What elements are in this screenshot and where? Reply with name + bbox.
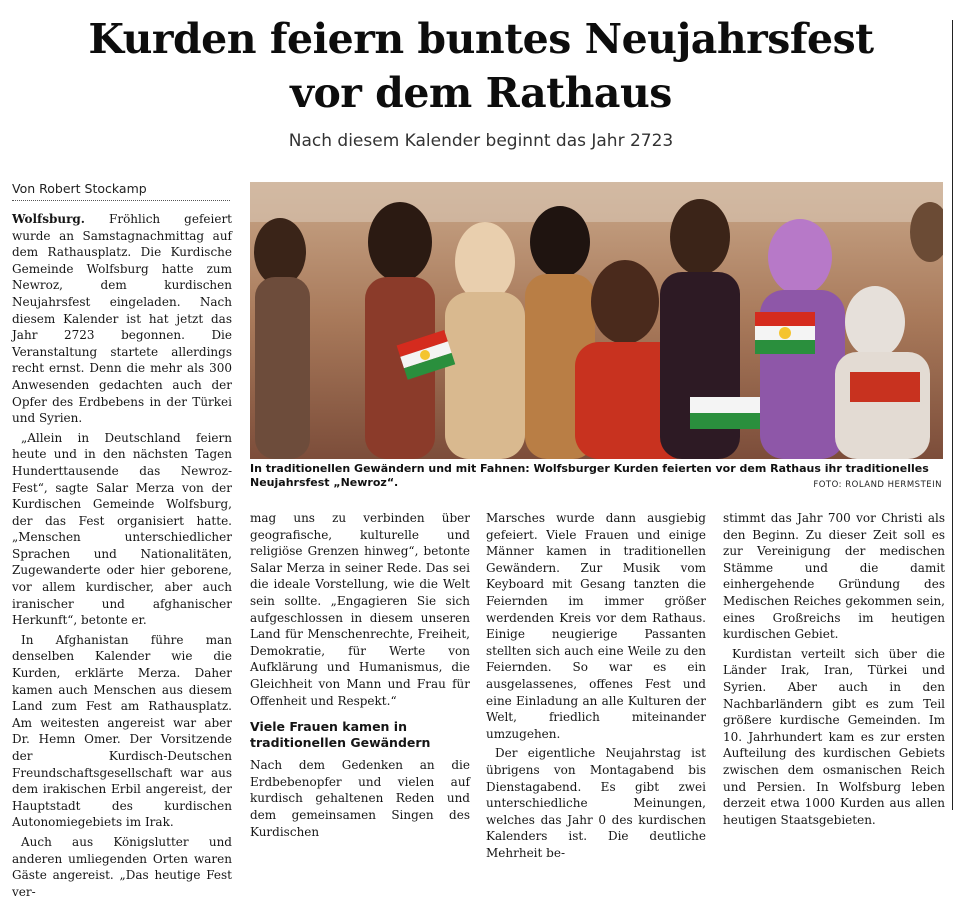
- paragraph: „Allein in Deutschland feiern heute und in den nächsten Tagen Hunderttausende das Newroz-Fest“, sagte Salar Merza von der Kurdischen Gemeinde Wolfsburg, der das Fest organisiert hatte. „Menschen unterschiedlicher Sprachen und Nationalitäten, Zugewanderte oder hier geborene, vor allem kurdischer, aber auch iranischer und afghanischer Herkunft“, betonte er.: [12, 430, 232, 628]
- flag-icon: [690, 397, 760, 429]
- headline-line-2: vor dem Rathaus: [290, 69, 672, 117]
- paragraph: Auch aus Königslutter und anderen umliegenden Orten waren Gäste angereist. „Das heutige Fest ver-: [12, 834, 232, 899]
- dateline: Wolfsburg.: [12, 212, 85, 226]
- headline: [0, 12, 962, 120]
- article-column-2: [250, 510, 470, 843]
- intertitle: Viele Frauen kamen in traditionellen Gewändern: [250, 719, 431, 751]
- paragraph: In Afghanistan führe man denselben Kalender wie die Kurden, erklärte Merza. Daher kamen auch Menschen aus diesem Land zum Fest am Rathausplatz. Am weitesten angereist war aber Dr. Hemn Omer. Der Vorsitzende der Kurdisch-Deutschen Freundschaftsgesellschaft war aus dem irakischen Erbil angereist, der Hauptstadt des kurdischen Autonomiegebiets im Irak.: [12, 632, 232, 830]
- article-column-1: [12, 211, 232, 903]
- article-photo: [250, 182, 943, 459]
- paragraph: mag uns zu verbinden über geografische, kulturelle und religiöse Grenzen hinweg“, betonte Salar Merza in seiner Rede. Das sei die ideale Vorstellung, wie die Welt sein sollte. „Engagieren Sie sich aufgeschlossen in diesem unseren Land für Menschenrechte, Freiheit, Demokratie, für Werte von Aufklärung und Humanismus, die Gleichheit von Mann und Frau für Offenheit und Respekt.“: [250, 511, 470, 708]
- paragraph: Der eigentliche Neujahrstag ist übrigens von Montagabend bis Dienstagabend. Es gibt zwei unterschiedliche Meinungen, welches das Jahr 0 des kurdischen Kalenders ist. Die deutliche Mehrheit be-: [486, 746, 706, 860]
- photo-credit: FOTO: ROLAND HERMSTEIN: [813, 480, 942, 490]
- paragraph: Marsches wurde dann ausgiebig gefeiert. Viele Frauen und einige Männer kamen in traditionellen Gewändern. Zur Musik vom Keyboard mit Gesang tanzten die Feiernden im immer größer werdenden Kreis vor dem Rathaus. Einige neugierige Passanten stellten sich auch eine Weile zu den Feiernden. So war es ein ausgelassenes, offenes Fest und eine Einladung an alle Kulturen der Welt, friedlich miteinander umzugehen.: [486, 511, 706, 741]
- article-column-3: [486, 510, 706, 864]
- lead-text: Fröhlich gefeiert wurde an Samstagnachmittag auf dem Rathausplatz. Die Kurdische Gemeinde Wolfsburg hatte zum Newroz, dem kurdischen Neujahrsfest eingeladen. Nach diesem Kalender ist hat jetzt das Jahr 2723 begonnen. Die Veranstaltung startete allerdings recht ernst. Denn die mehr als 300 Anwesenden gedachten auch der Opfer des Erdbebens in der Türkei und Syrien.: [12, 212, 232, 426]
- photo-caption: In traditionellen Gewändern und mit Fahnen: Wolfsburger Kurden feierten vor dem Rathaus ihr traditionelles Neujahrsfest „Newroz“.: [250, 462, 929, 489]
- article-column-4: [723, 510, 945, 831]
- flag-icon: [755, 312, 815, 354]
- lead-paragraph: [12, 211, 232, 427]
- paragraph: Nach dem Gedenken an die Erdbebenopfer und vielen auf kurdisch gehaltenen Reden und dem gemeinsamen Singen des Kurdischen: [250, 758, 470, 839]
- subheadline: Nach diesem Kalender beginnt das Jahr 2723: [288, 131, 674, 151]
- paragraph: stimmt das Jahr 700 vor Christi als den Beginn. Zu dieser Zeit soll es zur Vereinigung der medischen Stämme und die damit einhergehende Gründung des Medischen Reiches gekommen sein, eines Großreichs im heutigen kurdischen Gebiet.: [723, 511, 945, 642]
- headline-line-1: Kurden feiern buntes Neujahrsfest: [88, 15, 874, 63]
- paragraph: Kurdistan verteilt sich über die Länder Irak, Iran, Türkei und Syrien. Aber auch in den Nachbarländern gibt es zum Teil größere kurdische Gemeinden. Im 10. Jahrhundert kam es zur ersten Aufteilung des kurdischen Gebiets zwischen dem osmanischen Reich und Persien. In Wolfsburg leben derzeit etwa 1000 Kurden aus allen heutigen Staatsgebieten.: [723, 646, 945, 827]
- byline: Von Robert Stockamp: [12, 181, 230, 201]
